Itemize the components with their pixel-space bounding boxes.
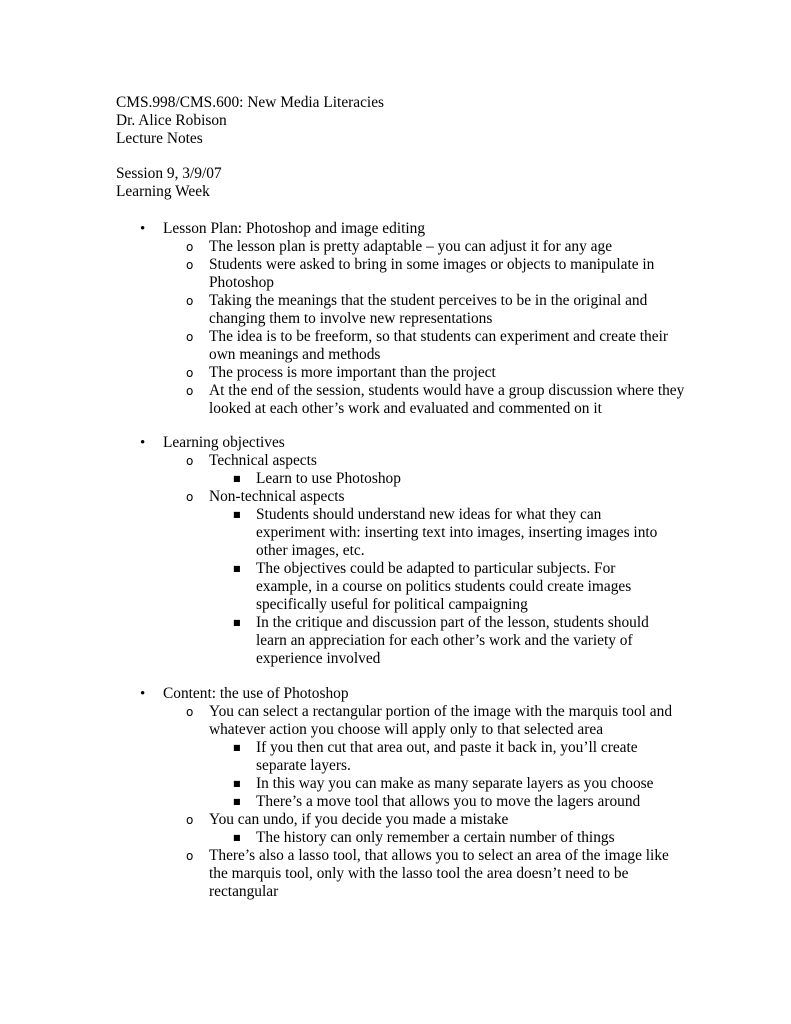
instructor-name: Dr. Alice Robison [116,112,227,129]
bullet-circle: o [186,849,194,863]
list-item: o Non-technical aspects [186,488,345,505]
section-heading: • Lesson Plan: Photoshop and image editing [140,220,426,237]
bullet-circle: o [186,240,194,254]
session-theme: Learning Week [116,183,210,200]
list-item: o The process is more important than the project [186,364,496,381]
bullet-square: ■ [233,618,241,627]
bullet-square: ■ [233,779,241,788]
bullet-circle: o [186,258,194,272]
bullet-circle: o [186,490,194,504]
bullet-square: ■ [233,564,241,573]
bullet-circle: o [186,294,194,308]
session-date: Session 9, 3/9/07 [116,165,222,182]
bullet-square: ■ [233,743,241,752]
list-item: o The idea is to be freeform, so that students can experiment and create their own meanings and methods [186,328,668,363]
list-item: o At the end of the session, students would have a group discussion where they looked at each other’s work and evaluated and commented on it [186,382,685,417]
section-heading: • Learning objectives [140,434,285,451]
sub-list-item: ■ The objectives could be adapted to particular subjects. For example, in a course on politics students could create images specifically useful for political campaigning [233,560,632,613]
list-item: o There’s also a lasso tool, that allows you to select an area of the image like the marquis tool, only with the lasso tool the area doesn’t need to be rectangular [186,847,669,900]
bullet-square: ■ [233,833,241,842]
bullet-square: ■ [233,510,241,519]
bullet-circle: o [186,454,194,468]
sub-list-item: ■ If you then cut that area out, and paste it back in, you’ll create separate layers. [233,739,638,774]
document-type: Lecture Notes [116,130,203,147]
section-lesson-plan [0,220,791,418]
bullet-disc: • [140,435,146,451]
bullet-circle: o [186,330,194,344]
sub-list-item: ■ Students should understand new ideas for what they can experiment with: inserting text into images, inserting images into other images, etc. [233,506,658,559]
bullet-square: ■ [233,797,241,806]
list-item: o The lesson plan is pretty adaptable – you can adjust it for any age [186,238,613,255]
list-item: o Taking the meanings that the student perceives to be in the original and changing them to involve new representations [186,292,648,327]
section-content-photoshop [0,685,791,901]
section-heading: • Content: the use of Photoshop [140,685,349,702]
list-item: o You can undo, if you decide you made a mistake [186,811,509,828]
sub-list-item: ■ There’s a move tool that allows you to move the lagers around [233,793,641,810]
document-header [116,94,716,148]
bullet-circle: o [186,384,194,398]
list-item: o Students were asked to bring in some images or objects to manipulate in Photoshop [186,256,655,291]
bullet-disc: • [140,686,146,702]
bullet-disc: • [140,221,146,237]
list-item: o Technical aspects [186,452,317,469]
bullet-square: ■ [233,474,241,483]
bullet-circle: o [186,366,194,380]
sub-list-item: ■ In the critique and discussion part of the lesson, students should learn an appreciation for each other’s work and the variety of experience involved [233,614,649,667]
session-info [116,165,716,201]
sub-list-item: ■ In this way you can make as many separate layers as you choose [233,775,654,792]
bullet-circle: o [186,705,194,719]
bullet-circle: o [186,813,194,827]
sub-list-item: ■ Learn to use Photoshop [233,470,401,487]
sub-list-item: ■ The history can only remember a certain number of things [233,829,615,846]
section-learning-objectives [0,434,791,668]
course-title: CMS.998/CMS.600: New Media Literacies [116,94,385,111]
list-item: o You can select a rectangular portion of the image with the marquis tool and whatever action you choose will apply only to that selected area [186,703,673,738]
